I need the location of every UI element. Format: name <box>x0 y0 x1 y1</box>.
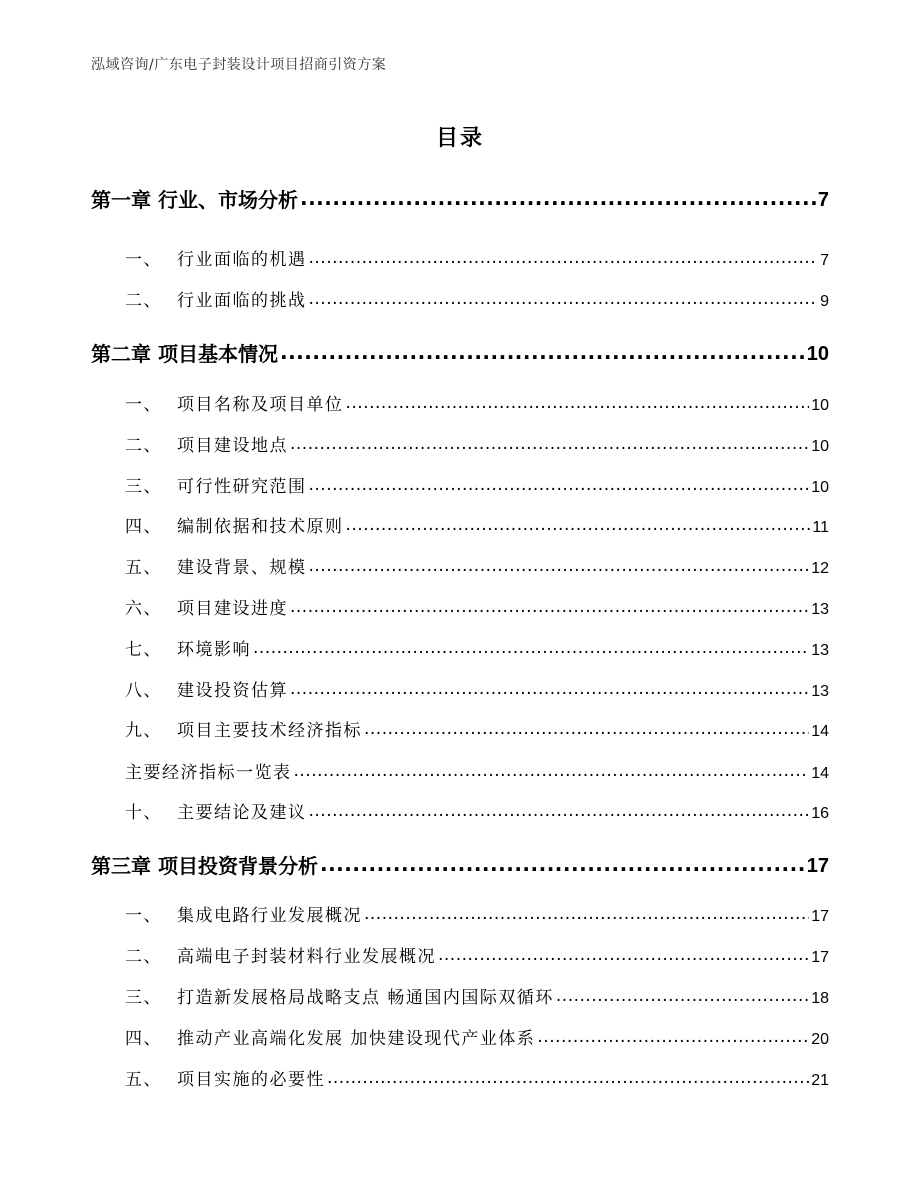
toc-entry-label: 第三章 项目投资背景分析 <box>91 854 318 878</box>
toc-section-entry[interactable] <box>125 985 829 1007</box>
toc-dot-leader <box>309 558 810 575</box>
toc-dot-leader <box>290 436 809 453</box>
toc-chapter-entry[interactable] <box>91 184 829 210</box>
toc-entry-number: 三、 <box>125 477 162 497</box>
toc-page-number: 10 <box>811 479 829 496</box>
toc-dot-leader <box>300 188 816 208</box>
toc-page-number: 17 <box>811 908 829 925</box>
toc-chapter-entry[interactable] <box>91 850 829 876</box>
toc-page-number: 21 <box>811 1072 829 1089</box>
toc-page-number: 10 <box>811 397 829 414</box>
toc-dot-leader <box>309 477 810 494</box>
toc-dot-leader <box>438 947 809 964</box>
toc-dot-leader <box>309 291 819 308</box>
toc-entry-number: 五、 <box>125 558 162 578</box>
toc-entry-number: 一、 <box>125 395 162 415</box>
toc-entry-label: 建设背景、规模 <box>177 558 307 578</box>
toc-entry-number: 一、 <box>125 250 162 270</box>
toc-page-number: 13 <box>811 601 829 618</box>
toc-section-entry[interactable] <box>125 760 829 782</box>
toc-entry-number: 二、 <box>125 436 162 456</box>
toc-section-entry[interactable] <box>125 678 829 700</box>
toc-entry-number: 十、 <box>125 803 162 823</box>
toc-entry-label: 行业面临的挑战 <box>177 291 307 311</box>
toc-dot-leader <box>280 342 805 362</box>
toc-section-entry[interactable] <box>125 596 829 618</box>
toc-page-number: 17 <box>806 855 829 877</box>
toc-entry-number: 四、 <box>125 517 162 537</box>
toc-entry-number: 七、 <box>125 640 162 660</box>
toc-entry-label: 主要经济指标一览表 <box>125 763 292 783</box>
toc-page-number: 14 <box>811 765 829 782</box>
toc-section-entry[interactable] <box>125 247 829 269</box>
toc-page-number: 13 <box>811 642 829 659</box>
toc-page-number: 13 <box>811 683 829 700</box>
toc-dot-leader <box>294 763 810 780</box>
toc-entry-number: 八、 <box>125 681 162 701</box>
toc-dot-leader <box>309 803 810 820</box>
toc-dot-leader <box>290 599 809 616</box>
running-header: 泓域咨询/广东电子封装设计项目招商引资方案 <box>91 57 387 73</box>
toc-entry-number: 二、 <box>125 947 162 967</box>
toc-section-entry[interactable] <box>125 1026 829 1048</box>
page-title: 目录 <box>435 126 484 151</box>
toc-page-number: 10 <box>806 343 829 365</box>
toc-section-entry[interactable] <box>125 800 829 822</box>
toc-entry-number: 二、 <box>125 291 162 311</box>
toc-entry-label: 高端电子封装材料行业发展概况 <box>177 947 436 967</box>
toc-dot-leader <box>309 250 819 267</box>
toc-entry-label: 项目建设地点 <box>177 436 288 456</box>
toc-page-number: 10 <box>811 438 829 455</box>
toc-section-entry[interactable] <box>125 903 829 925</box>
toc-section-entry[interactable] <box>125 433 829 455</box>
toc-entry-number: 五、 <box>125 1070 162 1090</box>
toc-dot-leader <box>537 1029 809 1046</box>
toc-dot-leader <box>346 395 810 412</box>
toc-dot-leader <box>346 517 811 534</box>
toc-dot-leader <box>290 681 809 698</box>
toc-page-number: 11 <box>812 519 829 536</box>
toc-section-entry[interactable] <box>125 288 829 310</box>
toc-dot-leader <box>556 988 809 1005</box>
toc-page-number: 18 <box>811 990 829 1007</box>
toc-entry-label: 项目名称及项目单位 <box>177 395 344 415</box>
toc-entry-label: 第一章 行业、市场分析 <box>91 188 298 212</box>
toc-page-number: 7 <box>820 252 829 269</box>
toc-dot-leader <box>364 721 809 738</box>
toc-entry-label: 编制依据和技术原则 <box>177 517 344 537</box>
toc-entry-number: 三、 <box>125 988 162 1008</box>
toc-section-entry[interactable] <box>125 944 829 966</box>
toc-entry-number: 四、 <box>125 1029 162 1049</box>
toc-page-number: 7 <box>817 189 829 211</box>
toc-entry-number: 六、 <box>125 599 162 619</box>
toc-entry-label: 项目建设进度 <box>177 599 288 619</box>
toc-page-number: 14 <box>811 723 829 740</box>
toc-entry-label: 打造新发展格局战略支点 畅通国内国际双循环 <box>177 988 554 1008</box>
toc-dot-leader <box>320 854 805 874</box>
toc-entry-label: 建设投资估算 <box>177 681 288 701</box>
toc-section-entry[interactable] <box>125 718 829 740</box>
toc-page-number: 17 <box>811 949 829 966</box>
toc-page-number: 20 <box>811 1031 829 1048</box>
toc-page-number: 9 <box>820 293 829 310</box>
toc-entry-label: 项目实施的必要性 <box>177 1070 325 1090</box>
toc-section-entry[interactable] <box>125 555 829 577</box>
toc-entry-label: 主要结论及建议 <box>177 803 307 823</box>
toc-entry-label: 行业面临的机遇 <box>177 250 307 270</box>
toc-dot-leader <box>253 640 809 657</box>
toc-entry-number: 九、 <box>125 721 162 741</box>
toc-entry-label: 推动产业高端化发展 加快建设现代产业体系 <box>177 1029 536 1049</box>
toc-page-number: 16 <box>811 805 829 822</box>
toc-entry-number: 一、 <box>125 906 162 926</box>
toc-section-entry[interactable] <box>125 514 829 536</box>
toc-entry-label: 项目主要技术经济指标 <box>177 721 362 741</box>
toc-page-number: 12 <box>811 560 829 577</box>
toc-entry-label: 集成电路行业发展概况 <box>177 906 362 926</box>
toc-section-entry[interactable] <box>125 1067 829 1089</box>
toc-dot-leader <box>364 906 809 923</box>
toc-entry-label: 第二章 项目基本情况 <box>91 342 278 366</box>
toc-entry-label: 环境影响 <box>177 640 251 660</box>
toc-section-entry[interactable] <box>125 392 829 414</box>
toc-section-entry[interactable] <box>125 474 829 496</box>
toc-chapter-entry[interactable] <box>91 338 829 364</box>
toc-entry-label: 可行性研究范围 <box>177 477 307 497</box>
toc-dot-leader <box>327 1070 809 1087</box>
toc-section-entry[interactable] <box>125 637 829 659</box>
